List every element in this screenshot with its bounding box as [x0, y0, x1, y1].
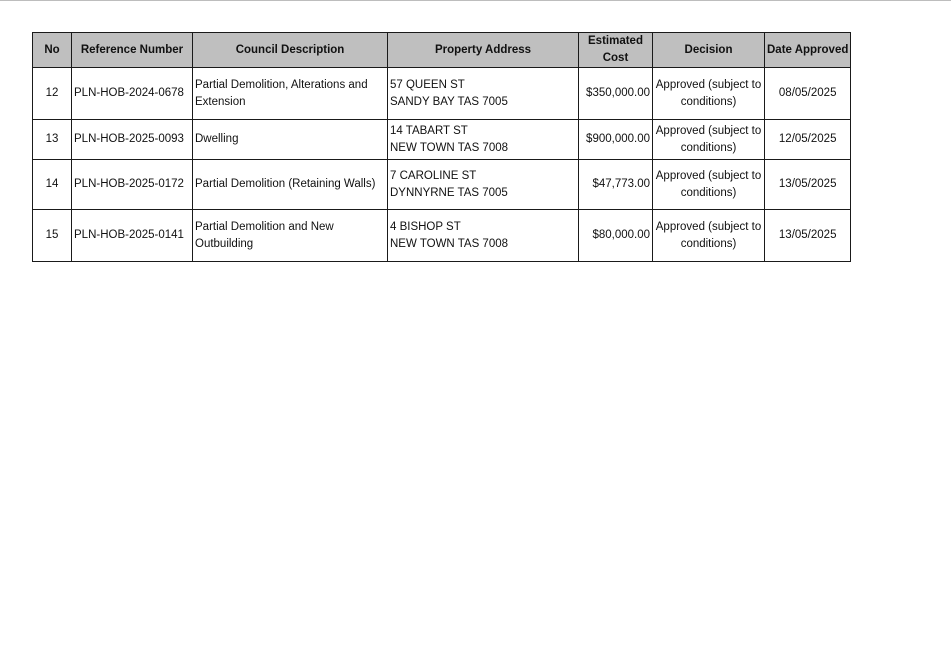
header-estimated-cost: Estimated Cost [579, 33, 653, 68]
header-date-approved: Date Approved [765, 33, 851, 68]
cell-property-address [388, 120, 579, 160]
cell-reference-number: PLN-HOB-2024-0678 [72, 68, 193, 120]
cell-decision: Approved (subject to conditions) [653, 210, 765, 262]
address-street: 57 QUEEN ST [390, 78, 465, 91]
table-row [33, 210, 851, 262]
table-row [33, 68, 851, 120]
header-row [33, 33, 851, 68]
address-street: 4 BISHOP ST [390, 220, 461, 233]
header-no: No [33, 33, 72, 68]
cell-council-description: Dwelling [193, 120, 388, 160]
cell-council-description: Partial Demolition and New Outbuilding [193, 210, 388, 262]
cell-estimated-cost: $350,000.00 [579, 68, 653, 120]
cell-no: 14 [33, 160, 72, 210]
cell-council-description: Partial Demolition (Retaining Walls) [193, 160, 388, 210]
cell-decision: Approved (subject to conditions) [653, 120, 765, 160]
cell-property-address [388, 210, 579, 262]
address-suburb: NEW TOWN TAS 7008 [390, 141, 509, 154]
header-reference-number: Reference Number [72, 33, 193, 68]
cell-reference-number: PLN-HOB-2025-0093 [72, 120, 193, 160]
address-suburb: DYNNYRNE TAS 7005 [390, 186, 508, 199]
cell-estimated-cost: $900,000.00 [579, 120, 653, 160]
table-row [33, 120, 851, 160]
cell-date-approved: 13/05/2025 [765, 160, 851, 210]
header-council-description: Council Description [193, 33, 388, 68]
cell-no: 15 [33, 210, 72, 262]
cell-date-approved: 12/05/2025 [765, 120, 851, 160]
cell-property-address [388, 68, 579, 120]
cell-decision: Approved (subject to conditions) [653, 68, 765, 120]
address-street: 7 CAROLINE ST [390, 169, 477, 182]
header-decision: Decision [653, 33, 765, 68]
address-suburb: NEW TOWN TAS 7008 [390, 237, 509, 250]
top-divider [0, 0, 951, 1]
cell-reference-number: PLN-HOB-2025-0141 [72, 210, 193, 262]
cell-date-approved: 13/05/2025 [765, 210, 851, 262]
header-property-address: Property Address [388, 33, 579, 68]
cell-no: 13 [33, 120, 72, 160]
planning-approvals-table [32, 32, 851, 262]
cell-date-approved: 08/05/2025 [765, 68, 851, 120]
cell-property-address [388, 160, 579, 210]
cell-council-description: Partial Demolition, Alterations and Extension [193, 68, 388, 120]
cell-estimated-cost: $47,773.00 [579, 160, 653, 210]
table-row [33, 160, 851, 210]
cell-reference-number: PLN-HOB-2025-0172 [72, 160, 193, 210]
address-street: 14 TABART ST [390, 124, 468, 137]
cell-estimated-cost: $80,000.00 [579, 210, 653, 262]
cell-decision: Approved (subject to conditions) [653, 160, 765, 210]
cell-no: 12 [33, 68, 72, 120]
address-suburb: SANDY BAY TAS 7005 [390, 95, 508, 108]
